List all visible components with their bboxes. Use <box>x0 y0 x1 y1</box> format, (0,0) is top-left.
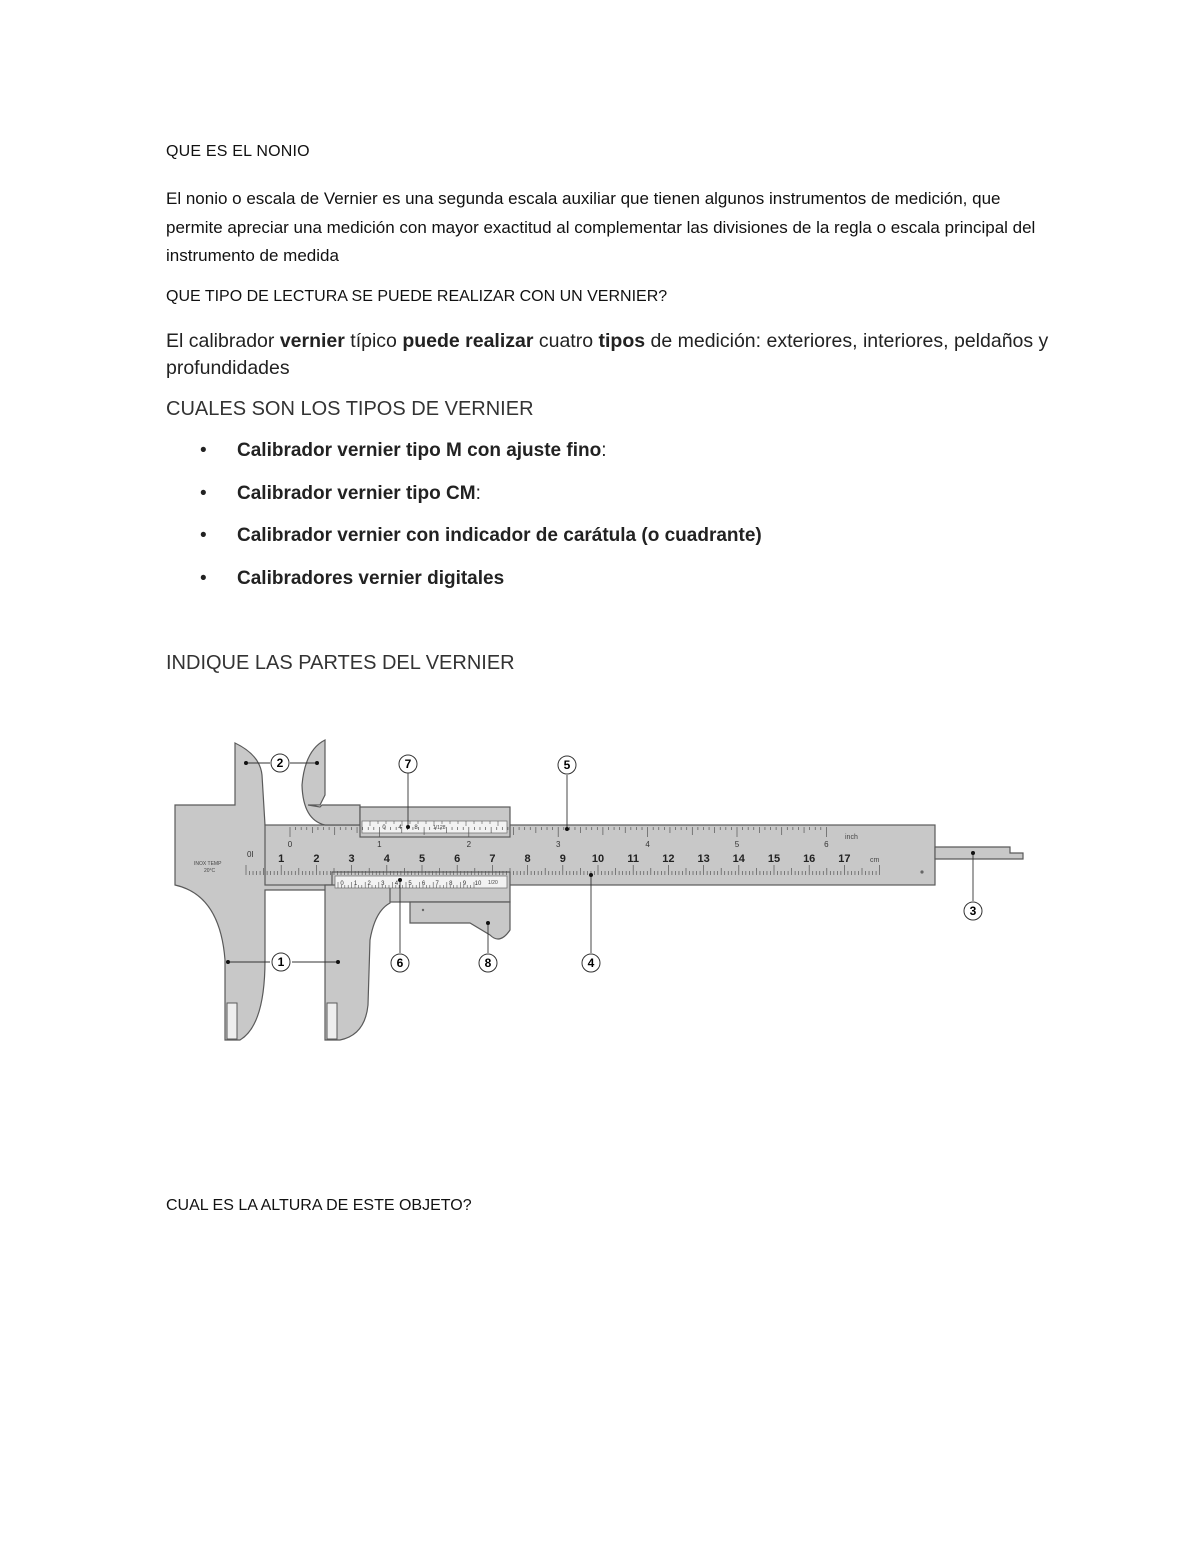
inch-vernier-unit: 1/128 <box>433 825 446 831</box>
inch-tick-label: 6 <box>824 840 829 849</box>
stamp-line-1: INOX TEMP <box>194 861 222 867</box>
vernier-tick-label: 9 <box>462 881 467 887</box>
callout-4 <box>582 954 600 972</box>
answer-text-3: cuatro <box>533 330 599 352</box>
callout-3 <box>964 902 982 920</box>
svg-text:6: 6 <box>396 956 404 970</box>
bullet: • <box>200 482 207 504</box>
vernier-caliper-diagram <box>170 735 1030 1045</box>
inch-tick-label: 4 <box>645 840 650 849</box>
cm-tick-label: 8 <box>524 853 531 865</box>
svg-text:1: 1 <box>277 955 285 969</box>
vernier-tick-label: 6 <box>421 881 426 887</box>
heading-tipo-de-lectura: QUE TIPO DE LECTURA SE PUEDE REALIZAR CON UN VERNIER? <box>166 288 668 305</box>
cm-tick-label: 16 <box>803 853 816 865</box>
bullet: • <box>200 525 207 546</box>
bullet: • <box>200 440 207 461</box>
list-item-label: Calibradores vernier digitales <box>237 567 505 589</box>
answer-text-2: típico <box>344 330 403 352</box>
unit-inch-label: inch <box>845 834 858 841</box>
cm-tick-label: 17 <box>838 853 851 865</box>
cm-tick-label: 2 <box>313 853 320 865</box>
cm-tick-label: 12 <box>662 853 675 865</box>
inch-vernier-label: 8 <box>414 825 418 831</box>
vernier-tick-label: 8 <box>449 881 453 887</box>
cm-tick-label: 1 <box>278 853 285 865</box>
cm-tick-label: 14 <box>732 853 745 865</box>
heading-partes-del-vernier: INDIQUE LAS PARTES DEL VERNIER <box>166 652 515 674</box>
cm-tick-label: 7 <box>489 853 496 865</box>
answer-bold-vernier: vernier <box>279 330 345 352</box>
unit-cm-label: cm <box>870 857 880 864</box>
list-item <box>200 440 762 483</box>
inch-tick-label: 0 <box>287 840 293 849</box>
inch-vernier-label: 4 <box>398 825 402 831</box>
list-item-suffix: : <box>601 440 607 461</box>
paragraph-nonio-definition: El nonio o escala de Vernier es una segunda escala auxiliar que tienen algunos instrumentos de medición, que permite apreciar una medición con mayor exactitud al complementar las divisiones de la regla o escala principal del instrumento de medida <box>166 189 1036 265</box>
callout-7 <box>399 755 417 773</box>
callout-2 <box>271 754 289 772</box>
callout-8 <box>479 954 497 972</box>
vernier-tick-label: 4 <box>394 881 399 887</box>
cm-tick-label: 3 <box>348 853 355 865</box>
vernier-tick-label: 5 <box>408 881 412 887</box>
vernier-tick-label: 7 <box>435 881 439 887</box>
answer-bold-puede-realizar: puede realizar <box>402 330 534 352</box>
origin-label: 0I <box>247 850 254 859</box>
cm-tick-label: 5 <box>418 853 426 865</box>
screw-dot <box>920 870 923 873</box>
list-item <box>200 483 762 526</box>
paragraph-tipos-de-medicion <box>166 328 1056 382</box>
cm-tick-label: 13 <box>697 853 710 865</box>
vernier-tick-label: 0 <box>340 881 344 887</box>
heading-altura-del-objeto: CUAL ES LA ALTURA DE ESTE OBJETO? <box>166 1197 472 1214</box>
stamp-line-2: 20°C <box>204 868 216 874</box>
fixed-jaw-insert <box>227 1003 237 1039</box>
list-item-label: Calibrador vernier con indicador de carátula (o cuadrante) <box>237 525 762 546</box>
list-item-suffix: : <box>475 482 481 504</box>
answer-text-1: El calibrador <box>166 330 280 352</box>
inch-tick-label: 1 <box>377 840 382 849</box>
list-item-label: Calibrador vernier tipo M con ajuste fino <box>237 440 602 461</box>
cm-tick-label: 10 <box>591 853 605 865</box>
svg-text:8: 8 <box>484 956 492 970</box>
svg-text:2: 2 <box>276 756 284 770</box>
cm-tick-label: 15 <box>767 853 781 865</box>
vernier-tick-label: 10 <box>474 881 482 887</box>
inch-tick-label: 3 <box>555 840 561 849</box>
svg-text:3: 3 <box>969 904 977 918</box>
heading-tipos-de-vernier: CUALES SON LOS TIPOS DE VERNIER <box>166 398 534 420</box>
svg-text:7: 7 <box>404 757 412 771</box>
heading-que-es-el-nonio: QUE ES EL NONIO <box>166 143 310 160</box>
moving-jaw-insert <box>327 1003 337 1039</box>
mm-vernier-unit: 1/20 <box>488 880 498 886</box>
list-item <box>200 568 762 611</box>
cm-tick-label: 11 <box>627 853 640 865</box>
roller-dot <box>422 909 424 911</box>
answer-bold-tipos: tipos <box>598 330 646 352</box>
cm-tick-label: 4 <box>383 853 390 865</box>
cm-tick-label: 6 <box>454 853 461 865</box>
inch-tick-label: 2 <box>466 840 472 849</box>
answer-text-4: de medición: exteriores, interiores, peldaños y profundidades <box>166 330 1049 379</box>
callout-1 <box>272 953 290 971</box>
vernier-types-list <box>200 440 762 610</box>
svg-text:5: 5 <box>563 758 571 772</box>
cm-tick-label: 9 <box>559 853 566 865</box>
vernier-tick-label: 2 <box>367 881 371 887</box>
thumb-roller <box>410 902 510 939</box>
callout-6 <box>391 954 409 972</box>
vernier-tick-label: 1 <box>353 881 358 887</box>
inch-vernier-label: 0 <box>382 825 386 831</box>
list-item <box>200 525 762 568</box>
inch-tick-label: 5 <box>734 840 740 849</box>
depth-rod <box>935 847 1023 859</box>
upper-moving-jaw <box>302 740 360 825</box>
bullet: • <box>200 567 207 589</box>
list-item-label: Calibrador vernier tipo CM <box>237 482 476 504</box>
svg-text:4: 4 <box>587 956 595 970</box>
callout-5 <box>558 756 576 774</box>
vernier-tick-label: 3 <box>381 881 385 887</box>
